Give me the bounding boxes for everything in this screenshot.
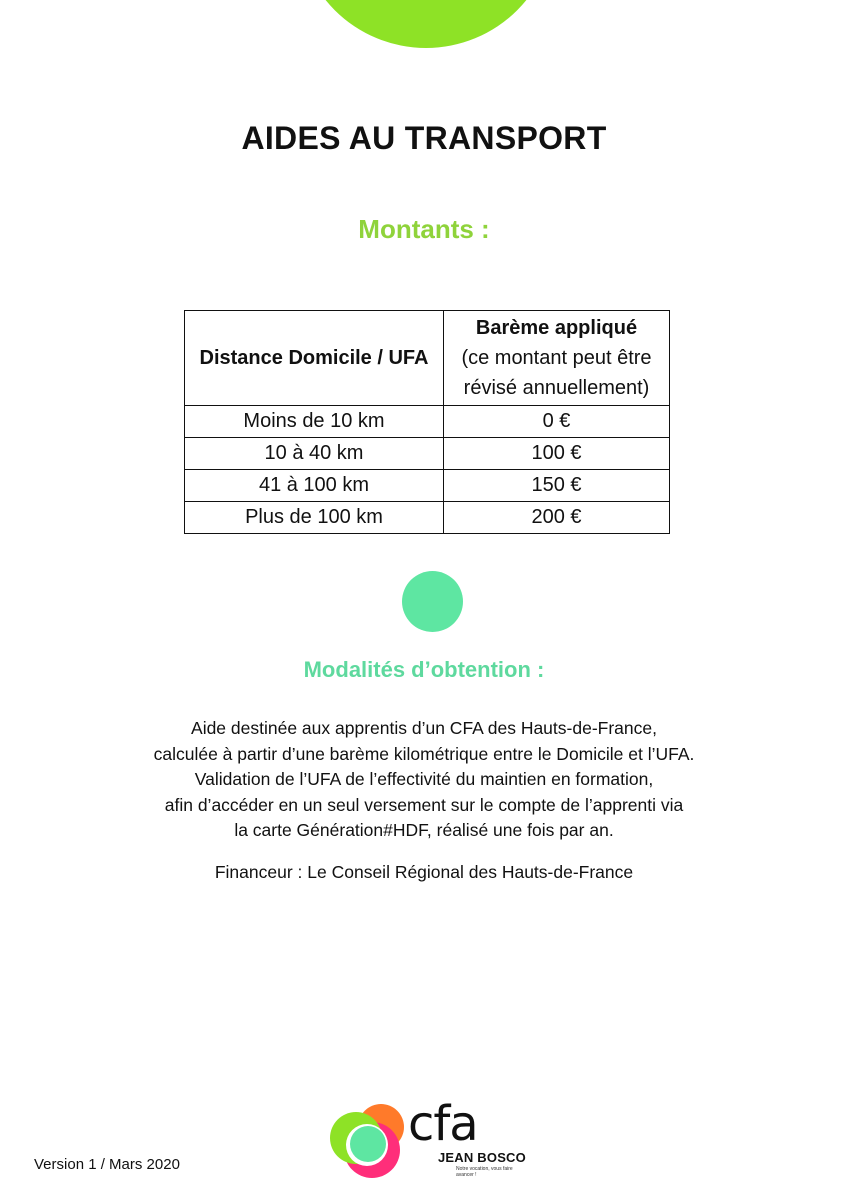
decorative-green-circle — [297, 0, 555, 48]
distance-cell: 10 à 40 km — [185, 438, 444, 470]
distance-cell: 41 à 100 km — [185, 470, 444, 502]
table-row — [185, 406, 670, 438]
amount-cell: 0 € — [444, 406, 670, 438]
decorative-mint-circle — [402, 571, 463, 632]
logo-cfa-text: cfa — [408, 1096, 478, 1152]
montants-heading: Montants : — [358, 214, 490, 244]
version-label: Version 1 / Mars 2020 — [34, 1156, 180, 1173]
amount-cell: 200 € — [444, 502, 670, 534]
description-line: Validation de l’UFA de l’effectivité du maintien en formation, — [194, 769, 654, 789]
cfa-jean-bosco-logo — [328, 1096, 528, 1184]
distance-column-header: Distance Domicile / UFA — [185, 311, 444, 406]
amount-cell: 150 € — [444, 470, 670, 502]
modalites-heading: Modalités d’obtention : — [303, 657, 545, 682]
description-line: calculée à partir d’une barème kilométrique entre le Domicile et l’UFA. — [153, 743, 695, 764]
description-line: Aide destinée aux apprentis d’un CFA des Hauts-de-France, — [191, 718, 657, 738]
bareme-column-header — [444, 311, 670, 406]
distance-cell: Moins de 10 km — [185, 406, 444, 438]
table-row — [185, 502, 670, 534]
description-line: la carte Génération#HDF, réalisé une fois par an. — [234, 820, 614, 840]
description-line: afin d’accéder en un seul versement sur le compte de l’apprenti via — [164, 794, 684, 815]
bareme-table — [184, 310, 670, 534]
amount-cell: 100 € — [444, 438, 670, 470]
table-row — [185, 438, 670, 470]
bareme-header-title: Barème appliqué — [475, 317, 638, 339]
bareme-header-note-line1: (ce montant peut être — [461, 347, 652, 369]
financeur-text: Financeur : Le Conseil Régional des Hauts-de-France — [214, 862, 634, 882]
table-header-row — [185, 311, 670, 406]
modalites-description — [0, 716, 848, 844]
table-row — [185, 470, 670, 502]
logo-tagline: Notre vocation, vous faire avancer ! — [456, 1166, 513, 1178]
logo-jean-bosco-text: JEAN BOSCO — [438, 1150, 526, 1165]
bareme-header-note-line2: révisé annuellement) — [463, 377, 650, 399]
page-title: AIDES AU TRANSPORT — [241, 120, 607, 156]
distance-cell: Plus de 100 km — [185, 502, 444, 534]
logo-mint-circle — [350, 1126, 386, 1162]
